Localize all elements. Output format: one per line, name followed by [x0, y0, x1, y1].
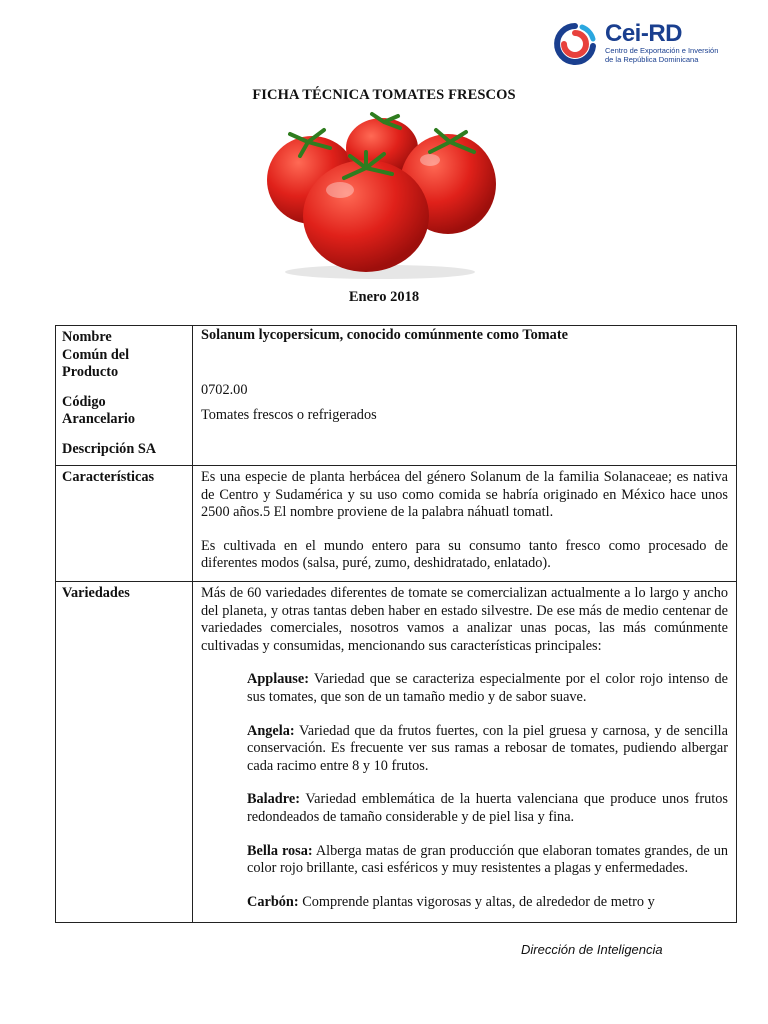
- label-nombre-comun: Nombre Común del Producto: [62, 329, 130, 381]
- content-cell: [193, 582, 737, 923]
- variety-bella-rosa: [247, 843, 728, 878]
- variety-carbon-clip: [201, 894, 728, 915]
- variety-description: Alberga matas de gran producción que elaboran tomates grandes, de un color rojo brillante, casi esféricos y muy resistentes a plagas y enfermedades.: [247, 842, 728, 877]
- logo-subtitle-line-1: Centro de Exportación e Inversión: [605, 46, 719, 55]
- label-descripcion-sa: Descripción SA: [62, 440, 157, 457]
- variety-name: Applause:: [247, 671, 309, 688]
- descripcion-value: Tomates frescos o refrigerados: [201, 407, 377, 424]
- codigo-value: 0702.00: [201, 381, 248, 398]
- variety-baladre: [247, 791, 728, 826]
- caracteristicas-paragraph-2: Es cultivada en el mundo entero para su consumo tanto fresco como procesado de diferentes modos (salsa, puré, zumo, deshidratado, enlatado).: [201, 537, 728, 572]
- variety-name: Baladre:: [247, 791, 300, 808]
- variety-description: Comprende plantas vigorosas y altas, de alrededor de metro y: [298, 893, 655, 910]
- document-title: FICHA TÉCNICA TOMATES FRESCOS: [252, 87, 516, 103]
- variety-description: Variedad emblemática de la huerta valenciana que produce unos frutos redondeados de tamaño considerable y de piel lisa y fina.: [247, 791, 728, 825]
- logo-subtitle-line-2: de la República Dominicana: [605, 55, 699, 64]
- cei-rd-logo-mark: [552, 22, 598, 66]
- label-codigo-arancelario: Código Arancelario: [62, 393, 136, 428]
- product-sheet-table: [55, 325, 737, 923]
- variety-description: Variedad que da frutos fuertes, con la piel gruesa y carnosa, y de sencilla conservación. Es frecuente ver sus ramas a rebosar de tomates, pudiendo albergar cada racimo entre 8 y 10 frutos.: [247, 722, 728, 774]
- table-row: [56, 326, 737, 466]
- variety-applause: [247, 671, 728, 706]
- variety-carbon: [247, 894, 728, 912]
- document-date: Enero 2018: [348, 289, 420, 305]
- logo-wordmark: Cei-RD: [605, 20, 683, 47]
- caracteristicas-paragraph-1: Es una especie de planta herbácea del género Solanum de la familia Solanaceae; es nativa de Centro y Sudamérica y su uso como comida se habría originado en México hace unos 2500 años.5 El nombre proviene de la palabra náhuatl tomatl.: [201, 469, 728, 521]
- variety-name: Carbón:: [247, 893, 299, 910]
- table-row: [56, 466, 737, 582]
- label-variedades: Variedades: [62, 585, 130, 601]
- table-row: [56, 582, 737, 923]
- label-cell: [56, 466, 193, 582]
- variety-name: Bella rosa:: [247, 842, 313, 859]
- variety-name: Angela:: [247, 722, 295, 739]
- variety-angela: [247, 723, 728, 776]
- variedades-intro: Más de 60 variedades diferentes de tomate se comercializan actualmente a lo largo y ancho del planeta, y otras tantas deben haber en estado silvestre. De ese más de medio centenar de variedades comerciales, nosotros vamos a analizar unas pocas, las más comúnmente cultivadas y consumidas, mencionando sus características principales:: [201, 585, 728, 654]
- tomatoes-image: [260, 108, 500, 280]
- label-cell: [56, 326, 193, 466]
- page-footer: Dirección de Inteligencia: [521, 942, 663, 957]
- content-cell: [193, 326, 737, 466]
- logo-subtitle: [605, 46, 718, 64]
- variety-description: Variedad que se caracteriza especialmente por el color rojo intenso de sus tomates, que son de un tamaño medio y de sabor suave.: [247, 671, 728, 705]
- label-caracteristicas: Características: [62, 469, 155, 485]
- label-cell: [56, 582, 193, 923]
- cei-rd-logo: [552, 20, 732, 66]
- nombre-value: Solanum lycopersicum, conocido comúnmente como Tomate: [201, 327, 568, 343]
- content-cell: [193, 466, 737, 582]
